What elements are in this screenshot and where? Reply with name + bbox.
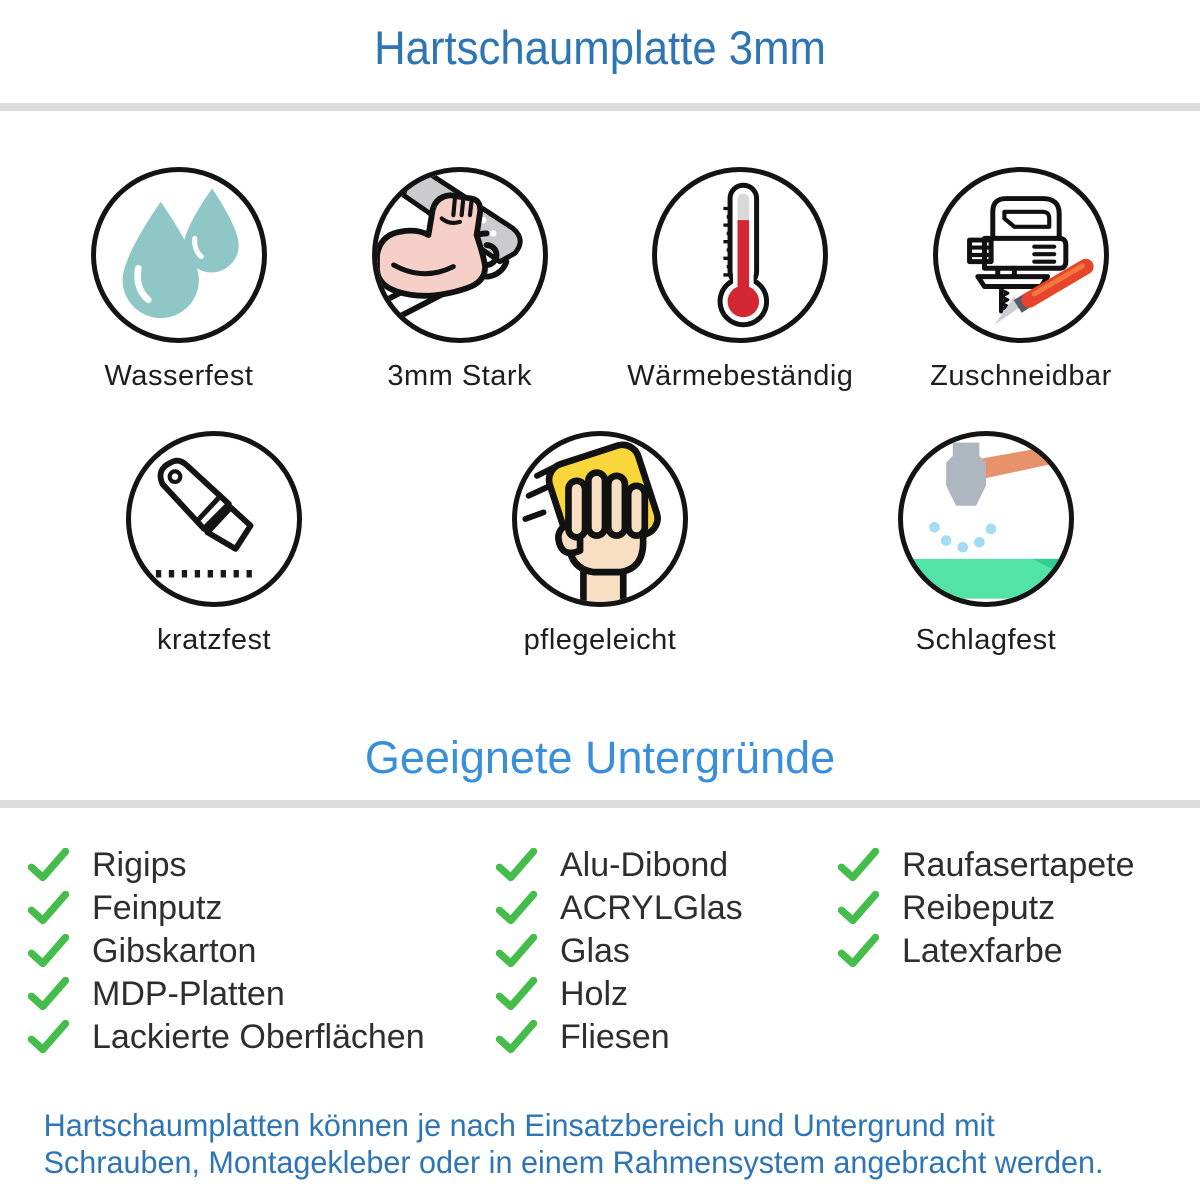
feature-pflegeleicht — [465, 431, 735, 657]
substrate-label: Feinputz — [92, 888, 223, 927]
feature-zuschneidbar — [886, 167, 1156, 393]
check-icon — [28, 848, 69, 882]
list-item — [28, 845, 496, 884]
check-icon — [496, 848, 537, 882]
feature-label-kratzfest: kratzfest — [156, 624, 272, 657]
substrate-label: Rigips — [92, 845, 187, 884]
hand-cloth-icon — [512, 431, 688, 607]
mounting-note-line2: Schrauben, Montagekleber oder in einem Rahmensystem angebracht werden. — [43, 1143, 1104, 1180]
check-icon — [496, 891, 537, 925]
check-icon — [838, 934, 879, 968]
list-item — [496, 845, 838, 884]
feature-label-zuschneidbar: Zuschneidbar — [930, 360, 1112, 393]
jigsaw-cutter-icon — [933, 167, 1109, 343]
substrate-label: Holz — [560, 974, 629, 1013]
substrate-label: ACRYLGlas — [560, 888, 743, 927]
substrate-column-3 — [838, 845, 1200, 1063]
list-item — [28, 974, 496, 1013]
list-item — [838, 931, 1200, 970]
list-item — [496, 888, 838, 927]
divider-top — [0, 103, 1200, 111]
water-drops-icon — [91, 167, 267, 343]
check-icon — [28, 977, 69, 1011]
list-item — [28, 888, 496, 927]
check-icon — [838, 891, 879, 925]
feature-label-schlagfest: Schlagfest — [915, 624, 1057, 657]
substrate-checklist — [0, 845, 1200, 1063]
feature-schlagfest — [851, 431, 1121, 657]
list-item — [496, 1017, 838, 1056]
substrate-label: Fliesen — [560, 1017, 670, 1056]
list-item — [838, 845, 1200, 884]
substrate-column-2 — [496, 845, 838, 1063]
list-item — [838, 888, 1200, 927]
check-icon — [838, 848, 879, 882]
check-icon — [28, 934, 69, 968]
check-icon — [28, 891, 69, 925]
list-item — [28, 1017, 496, 1056]
feature-waermebestaendig — [605, 167, 875, 393]
divider-middle — [0, 800, 1200, 808]
features-row-1 — [0, 167, 1200, 393]
substrate-label: Gibskarton — [92, 931, 257, 970]
substrate-label: Alu-Dibond — [560, 845, 729, 884]
substrate-label: Glas — [560, 931, 630, 970]
substrate-label: MDP-Platten — [92, 974, 285, 1013]
list-item — [496, 931, 838, 970]
thermometer-icon — [652, 167, 828, 343]
check-icon — [496, 1020, 537, 1054]
page-title: Hartschaumplatte 3mm — [374, 21, 826, 74]
section-title-untergruende: Geeignete Untergründe — [364, 732, 836, 784]
list-item — [496, 974, 838, 1013]
substrate-label: Lackierte Oberflächen — [92, 1017, 425, 1056]
features-row-2 — [0, 431, 1200, 657]
substrate-label: Latexfarbe — [902, 931, 1063, 970]
flexed-arm-board-icon — [372, 167, 548, 343]
feature-label-pflegeleicht: pflegeleicht — [523, 624, 677, 657]
mounting-note — [0, 1107, 1164, 1180]
hammer-impact-icon — [898, 431, 1074, 607]
feature-kratzfest — [79, 431, 349, 657]
check-icon — [28, 1020, 69, 1054]
check-icon — [496, 977, 537, 1011]
feature-label-wasserfest: Wasserfest — [104, 360, 254, 393]
mounting-note-line1: Hartschaumplatten können je nach Einsatzbereich und Untergrund mit — [43, 1107, 995, 1144]
utility-knife-icon — [126, 431, 302, 607]
feature-label-waermebestaendig: Wärmebeständig — [627, 360, 854, 393]
feature-wasserfest — [44, 167, 314, 393]
substrate-label: Reibeputz — [902, 888, 1056, 927]
substrate-label: Raufasertapete — [902, 845, 1135, 884]
substrate-column-1 — [28, 845, 496, 1063]
feature-label-3mm-stark: 3mm Stark — [387, 360, 532, 393]
list-item — [28, 931, 496, 970]
feature-3mm-stark — [325, 167, 595, 393]
check-icon — [496, 934, 537, 968]
